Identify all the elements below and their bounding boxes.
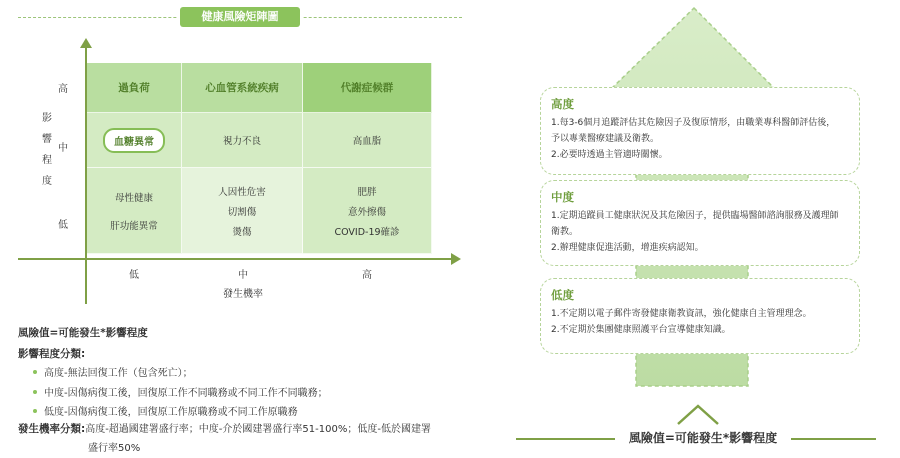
matrix-cell: [182, 63, 303, 113]
impact-heading: 影響程度分類:: [18, 348, 86, 360]
level-card-mid: [540, 180, 860, 266]
matrix-cell: [87, 63, 182, 113]
y-axis-char: 影: [42, 113, 52, 124]
risk-item: 燙傷: [232, 226, 252, 238]
risk-item: 視力不良: [222, 136, 261, 147]
matrix-cell: [87, 168, 182, 254]
x-tick-low: 低: [129, 270, 139, 281]
probability-heading: 發生機率分類:: [18, 423, 86, 435]
y-axis-char: 響: [42, 134, 52, 145]
impact-item-text: 中度-因傷病復工後，回復原工作不同職務或不同工作不同職務；: [44, 388, 328, 399]
y-axis-char: 度: [42, 176, 52, 187]
x-axis-name: 發生機率: [223, 289, 263, 300]
risk-item: 高血脂: [352, 136, 382, 147]
level-line: 1.定期追蹤員工健康狀況及其危險因子，提供臨場醫師諮詢服務及護理師: [551, 211, 839, 221]
chevron-up-icon: [676, 402, 720, 426]
x-tick-high: 高: [362, 270, 372, 281]
risk-item: 肝功能異常: [110, 220, 158, 232]
level-line: 2.辦理健康促進活動，增進疾病認知。: [551, 243, 704, 253]
level-title: 高度: [551, 97, 574, 111]
x-axis-line: [18, 258, 453, 260]
impact-item: [33, 384, 328, 399]
risk-matrix-grid: [87, 63, 432, 254]
matrix-cell: [303, 113, 432, 168]
matrix-title: 健康風險矩陣圖: [180, 7, 300, 27]
matrix-cell: [303, 63, 432, 113]
risk-item: 代謝症候群: [340, 82, 394, 94]
risk-item: 過負荷: [118, 82, 150, 94]
bullet-dot-icon: [33, 370, 37, 374]
bullet-dot-icon: [33, 409, 37, 413]
level-line: 2.必要時透過主管適時關懷。: [551, 150, 668, 160]
y-tick-high: 高: [58, 84, 68, 95]
level-line: 2.不定期於集團健康照護平台宣導健康知識。: [551, 325, 731, 335]
risk-item: 母性健康: [114, 192, 153, 204]
level-title: 低度: [551, 288, 574, 302]
y-axis-line: [85, 44, 87, 304]
level-line: 衛教。: [551, 227, 579, 237]
y-axis-arrowhead: [80, 38, 92, 48]
probability-note: [18, 420, 458, 458]
y-axis-name: [41, 108, 53, 192]
risk-item: 心血管系統疾病: [205, 82, 279, 94]
matrix-cell: [303, 168, 432, 254]
level-line: 1.不定期以電子郵件寄發健康衛教資訊，強化健康自主管理理念。: [551, 309, 812, 319]
level-line: 予以專業醫療建議及衛教。: [551, 134, 660, 144]
bullet-dot-icon: [33, 390, 37, 394]
bottom-formula-label: 風險值=可能發生*影響程度: [615, 429, 791, 446]
level-line: 1.每3-6個月追蹤評估其危險因子及復原情形，由職業專科醫師評估後，: [551, 118, 836, 128]
y-tick-low: 低: [58, 220, 68, 231]
probability-text: 高度-超過國建署盛行率；中度-介於國建署盛行率51-100%；低度-低於國建署: [85, 424, 431, 435]
impact-item-text: 低度-因傷病復工後，回復原工作原職務或不同工作原職務: [44, 407, 298, 418]
y-axis-char: 程: [42, 155, 52, 166]
level-title: 中度: [551, 190, 574, 204]
probability-text-cont: 盛行率50%: [88, 443, 141, 454]
matrix-cell: [87, 113, 182, 168]
level-card-high: [540, 87, 860, 175]
x-tick-mid: 中: [238, 270, 248, 281]
highlighted-risk-item: 血糖異常: [103, 128, 165, 153]
impact-item-text: 高度-無法回復工作（包含死亡）；: [44, 368, 193, 379]
matrix-cell: [182, 113, 303, 168]
x-axis-arrowhead: [451, 253, 461, 265]
risk-item: 人因性危害: [218, 186, 266, 198]
risk-item: 意外擦傷: [347, 206, 386, 218]
level-card-low: [540, 278, 860, 354]
impact-item: [33, 364, 193, 379]
impact-item: [33, 403, 298, 418]
y-tick-mid: 中: [58, 143, 68, 154]
risk-item: COVID-19確診: [334, 226, 400, 238]
risk-item: 切割傷: [227, 206, 257, 218]
matrix-cell: [182, 168, 303, 254]
formula-text: 風險值=可能發生*影響程度: [18, 327, 148, 339]
risk-item: 肥胖: [357, 186, 377, 198]
